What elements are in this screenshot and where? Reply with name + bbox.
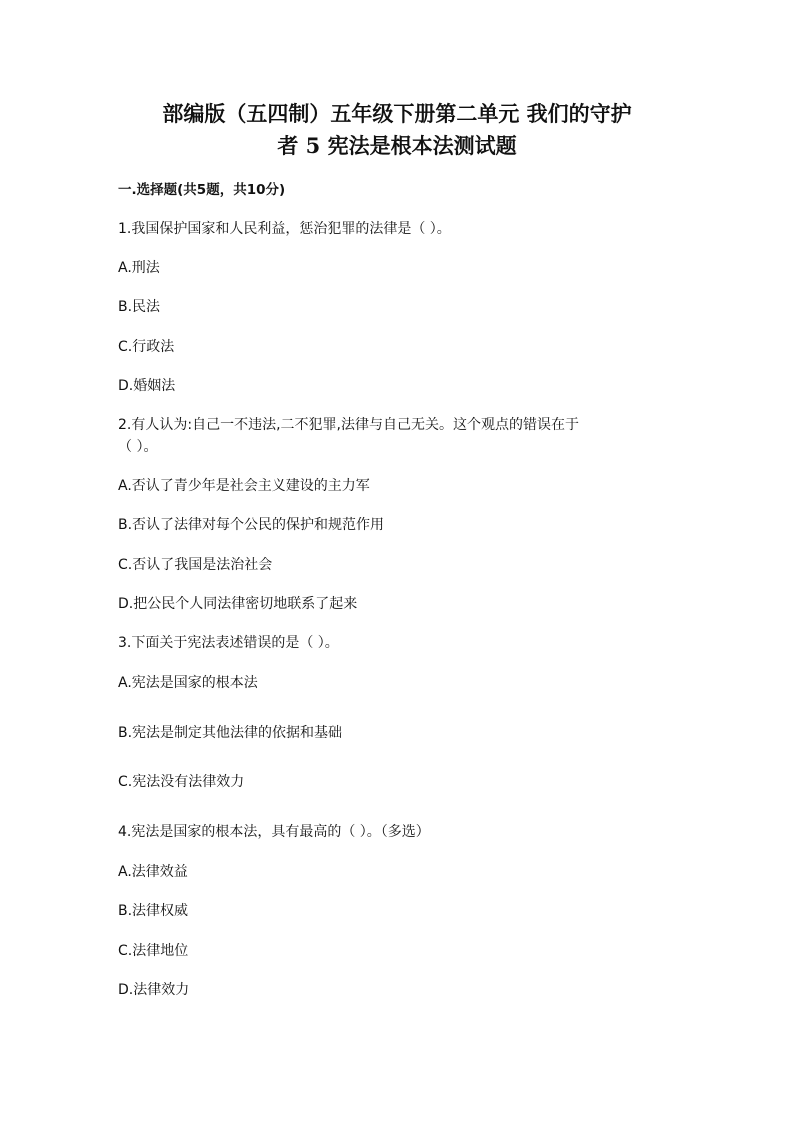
question-3-option-c: C.宪法没有法律效力	[118, 774, 245, 790]
question-4-option-c: C.法律地位	[118, 943, 189, 959]
question-4-option-a: A.法律效益	[118, 864, 188, 880]
question-3-stem: 3.下面关于宪法表述错误的是（ ）。	[118, 635, 339, 651]
question-4-option-d: D.法律效力	[118, 982, 190, 998]
question-2-stem-line-2: （ ）。	[118, 439, 158, 455]
question-3-option-b: B.宪法是制定其他法律的依据和基础	[118, 725, 343, 741]
question-3-option-a: A.宪法是国家的根本法	[118, 675, 258, 691]
question-1-stem: 1.我国保护国家和人民利益，惩治犯罪的法律是（ ）。	[118, 221, 451, 237]
question-4-stem: 4.宪法是国家的根本法，具有最高的（ ）。（多选）	[118, 824, 430, 840]
section-heading: 一.选择题(共5题，共10分)	[118, 182, 286, 198]
question-2-option-c: C.否认了我国是法治社会	[118, 557, 273, 573]
question-2-option-a: A.否认了青少年是社会主义建设的主力军	[118, 478, 370, 494]
question-1-option-a: A.刑法	[118, 260, 160, 276]
question-4-option-b: B.法律权威	[118, 903, 189, 919]
document-title-line-1: 部编版（五四制）五年级下册第二单元 我们的守护	[162, 101, 632, 126]
question-1-option-c: C.行政法	[118, 339, 175, 355]
question-2-stem-line-1: 2.有人认为:自己一不违法,二不犯罪,法律与自己无关。这个观点的错误在于	[118, 417, 579, 433]
question-1-option-b: B.民法	[118, 299, 161, 315]
question-1-option-d: D.婚姻法	[118, 378, 176, 394]
question-2-option-b: B.否认了法律对每个公民的保护和规范作用	[118, 517, 385, 533]
question-2-option-d: D.把公民个人同法律密切地联系了起来	[118, 596, 358, 612]
document-title-line-2: 者 5 宪法是根本法测试题	[277, 133, 517, 158]
